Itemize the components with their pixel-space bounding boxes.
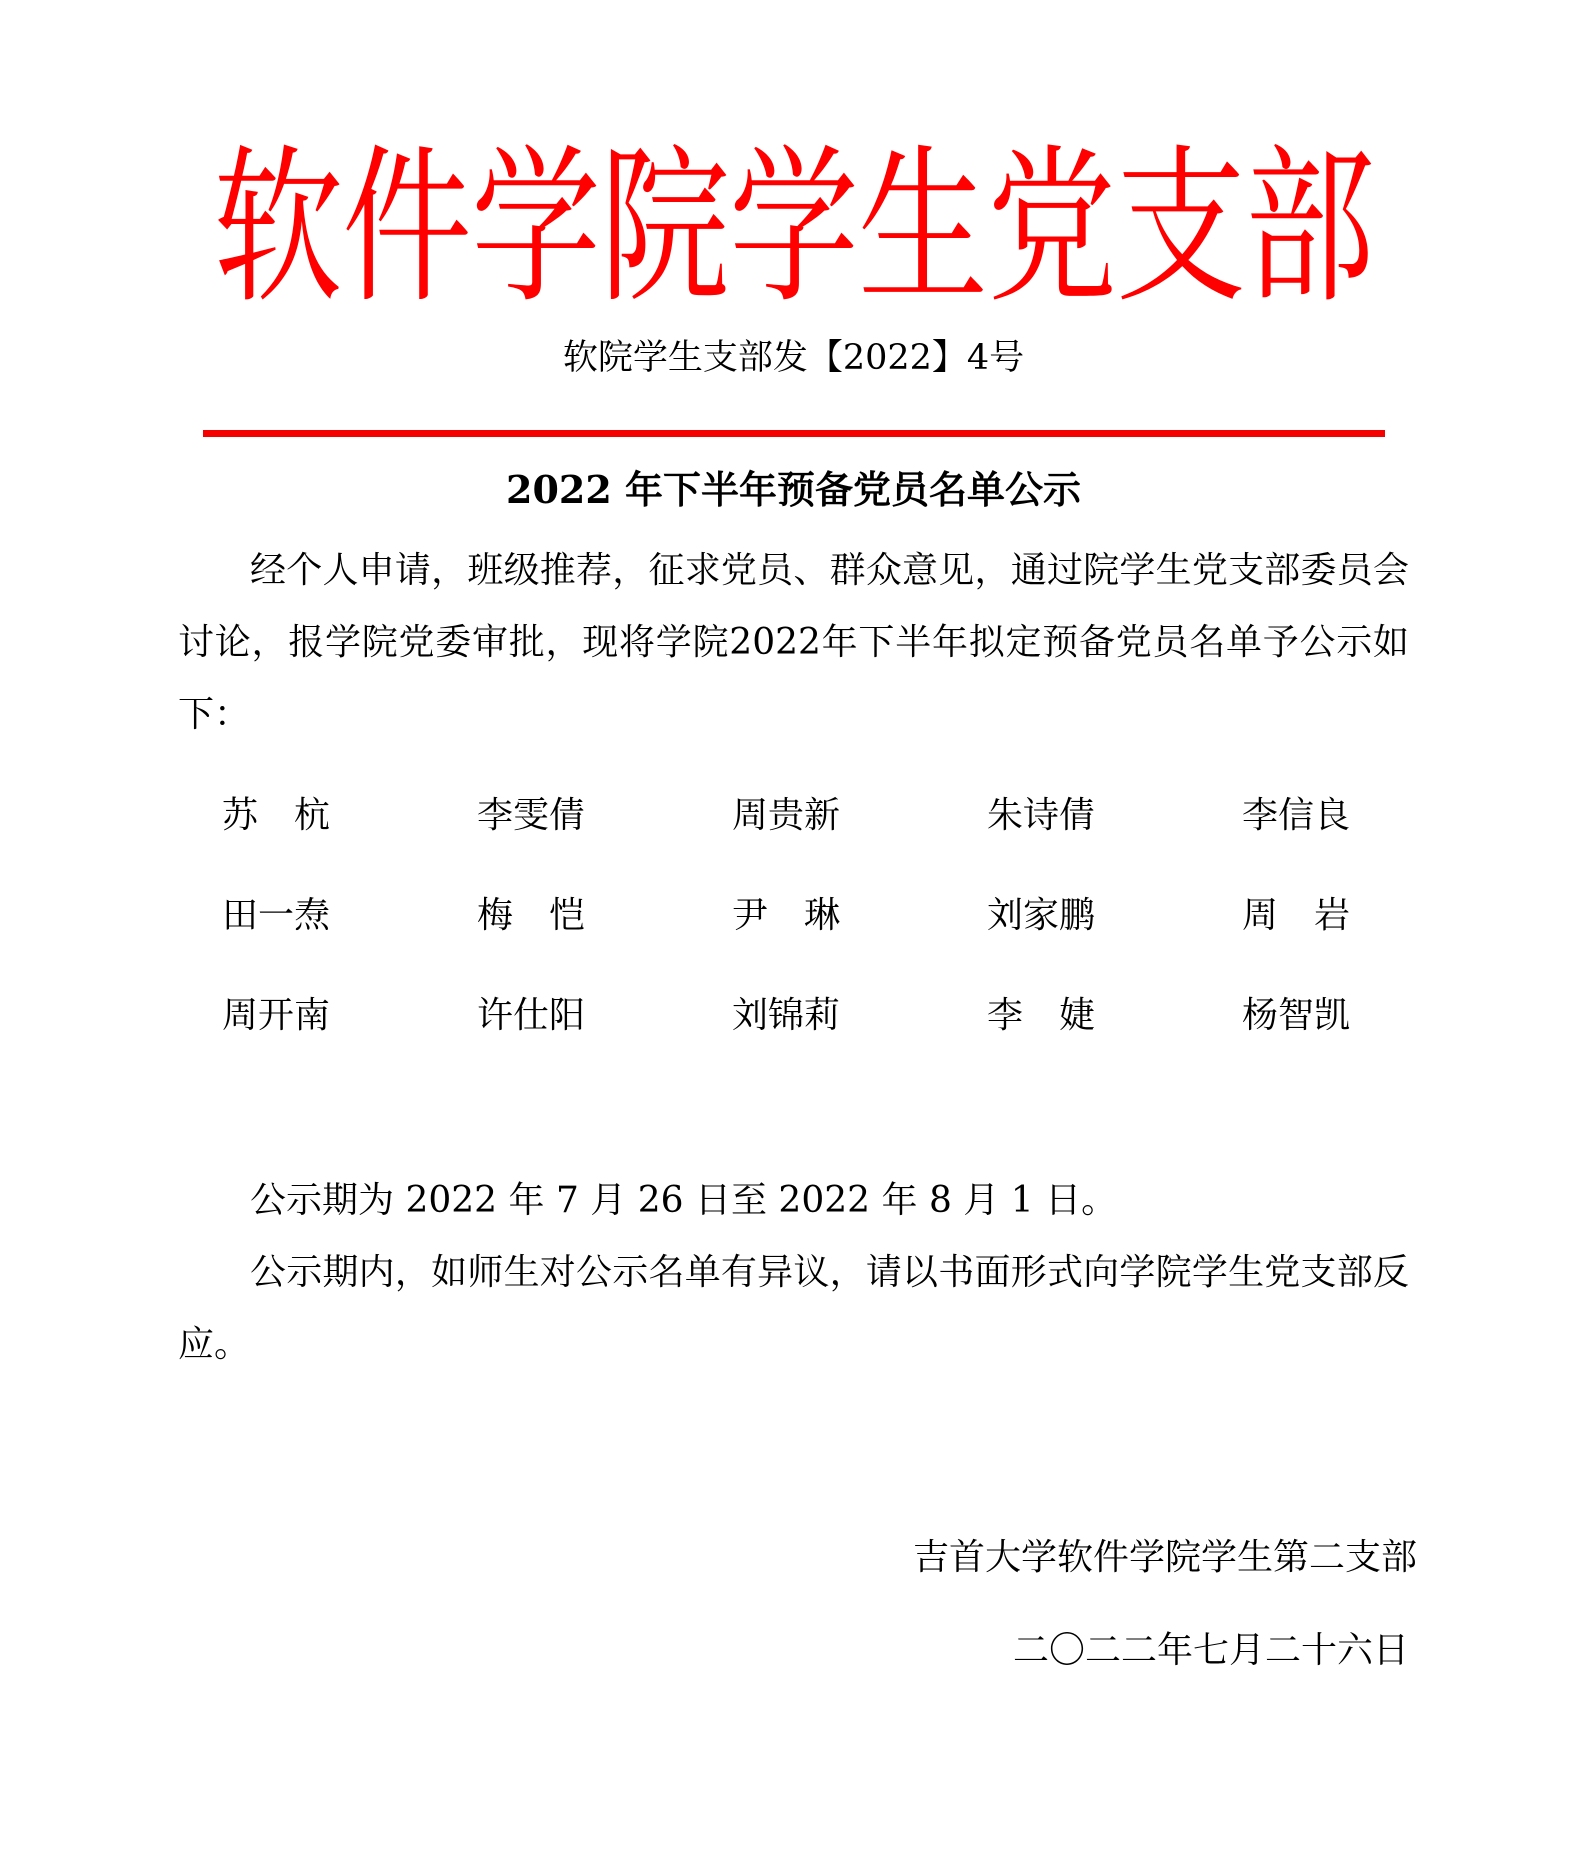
objection-instructions-paragraph: 公示期内，如师生对公示名单有异议，请以书面形式向学院学生党支部反应。 bbox=[178, 1252, 1409, 1365]
name-item: 李信良 bbox=[1242, 795, 1351, 836]
name-item: 苏 杭 bbox=[222, 795, 331, 836]
name-item: 刘锦莉 bbox=[732, 995, 841, 1036]
issuing-branch-signature: 吉首大学软件学院学生第二支部 bbox=[912, 1537, 1417, 1578]
name-item: 周贵新 bbox=[732, 795, 841, 836]
name-item: 尹 琳 bbox=[732, 895, 841, 936]
intro-paragraph: 经个人申请，班级推荐，征求党员、群众意见，通过院学生党支部委员会讨论，报学院党委审批，现将学院2022年下半年拟定预备党员名单予公示如下： bbox=[178, 550, 1409, 735]
red-separator-line bbox=[203, 430, 1385, 437]
name-item: 梅 恺 bbox=[477, 895, 586, 936]
name-item: 许仕阳 bbox=[477, 995, 586, 1036]
name-item: 李 婕 bbox=[987, 995, 1096, 1036]
issue-date: 二〇二二年七月二十六日 bbox=[1012, 1630, 1409, 1671]
document-number: 软院学生支部发【2022】4号 bbox=[562, 338, 1025, 378]
name-item: 朱诗倩 bbox=[987, 795, 1096, 836]
name-item: 周 岩 bbox=[1242, 895, 1351, 936]
notice-title: 2022 年下半年预备党员名单公示 bbox=[506, 467, 1081, 512]
name-item: 李雯倩 bbox=[477, 795, 586, 836]
name-item: 刘家鹏 bbox=[987, 895, 1096, 936]
publicity-period-line: 公示期为 2022 年 7 月 26 日至 2022 年 8 月 1 日。 bbox=[250, 1180, 1118, 1221]
candidate-names-list bbox=[0, 794, 1587, 1094]
name-item: 周开南 bbox=[222, 995, 331, 1036]
name-item: 杨智凯 bbox=[1242, 995, 1351, 1036]
party-branch-masthead: 软件学院学生党支部 bbox=[212, 128, 1374, 327]
name-item: 田一焘 bbox=[222, 895, 331, 936]
